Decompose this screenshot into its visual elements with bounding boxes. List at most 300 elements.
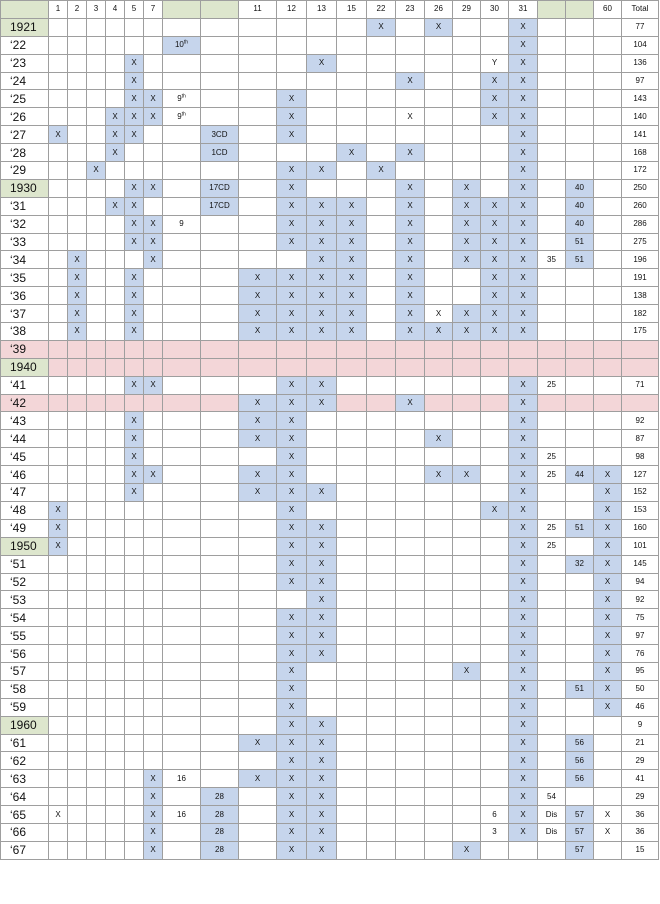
- year-label: ‘45: [1, 448, 49, 466]
- total-value: 15: [622, 841, 659, 859]
- grid-cell: X: [453, 466, 481, 484]
- grid-cell: [106, 72, 125, 90]
- grid-cell: [594, 108, 622, 126]
- grid-cell: [481, 36, 509, 54]
- grid-cell: [566, 18, 594, 36]
- table-row: [1, 162, 659, 180]
- grid-cell: [201, 90, 239, 108]
- grid-cell: X: [277, 788, 307, 806]
- grid-cell: [163, 752, 201, 770]
- year-label: ‘46: [1, 466, 49, 484]
- year-label: ‘35: [1, 269, 49, 287]
- year-label: ‘24: [1, 72, 49, 90]
- grid-cell: X: [509, 770, 538, 788]
- grid-cell: [566, 698, 594, 716]
- grid-cell: 56: [566, 734, 594, 752]
- grid-cell: [106, 519, 125, 537]
- grid-cell: [87, 680, 106, 698]
- grid-cell: X: [509, 519, 538, 537]
- grid-cell: [49, 269, 68, 287]
- grid-cell: [144, 126, 163, 144]
- grid-cell: [307, 126, 337, 144]
- total-value: 275: [622, 233, 659, 251]
- grid-cell: [594, 36, 622, 54]
- grid-cell: [68, 573, 87, 591]
- grid-cell: X: [307, 233, 337, 251]
- grid-cell: [125, 251, 144, 269]
- grid-cell: [201, 591, 239, 609]
- grid-cell: X: [481, 323, 509, 341]
- grid-cell: [594, 215, 622, 233]
- grid-cell: [163, 591, 201, 609]
- total-value: 75: [622, 609, 659, 627]
- grid-cell: X: [277, 609, 307, 627]
- grid-cell: X: [125, 269, 144, 287]
- grid-cell: X: [509, 251, 538, 269]
- grid-cell: [144, 18, 163, 36]
- grid-cell: 44: [566, 466, 594, 484]
- grid-cell: X: [337, 305, 367, 323]
- grid-cell: [106, 430, 125, 448]
- grid-cell: [106, 376, 125, 394]
- grid-cell: [425, 233, 453, 251]
- grid-cell: X: [509, 54, 538, 72]
- grid-cell: X: [49, 806, 68, 824]
- grid-cell: 1CD: [201, 144, 239, 162]
- grid-cell: X: [68, 305, 87, 323]
- grid-cell: [106, 573, 125, 591]
- grid-cell: [163, 823, 201, 841]
- grid-cell: [396, 358, 425, 376]
- grid-cell: [367, 841, 396, 859]
- table-row: [1, 233, 659, 251]
- grid-cell: X: [68, 251, 87, 269]
- grid-cell: [277, 144, 307, 162]
- year-header-cell: [1, 1, 49, 19]
- grid-cell: [425, 72, 453, 90]
- grid-cell: [87, 662, 106, 680]
- grid-cell: X: [594, 627, 622, 645]
- grid-cell: X: [396, 233, 425, 251]
- grid-cell: [538, 394, 566, 412]
- year-label: ‘42: [1, 394, 49, 412]
- grid-cell: [87, 501, 106, 519]
- grid-cell: [201, 501, 239, 519]
- grid-cell: [453, 72, 481, 90]
- year-label: ‘59: [1, 698, 49, 716]
- grid-cell: [239, 144, 277, 162]
- grid-cell: [538, 645, 566, 663]
- grid-cell: [239, 698, 277, 716]
- grid-cell: [144, 394, 163, 412]
- grid-cell: [367, 108, 396, 126]
- grid-cell: [453, 376, 481, 394]
- year-label: ‘29: [1, 162, 49, 180]
- grid-cell: [481, 162, 509, 180]
- grid-cell: [509, 340, 538, 358]
- grid-cell: [396, 18, 425, 36]
- grid-cell: [396, 448, 425, 466]
- grid-cell: [566, 72, 594, 90]
- grid-cell: X: [277, 734, 307, 752]
- grid-cell: [337, 108, 367, 126]
- grid-cell: [125, 788, 144, 806]
- grid-cell: X: [396, 269, 425, 287]
- grid-cell: [367, 340, 396, 358]
- grid-cell: [87, 770, 106, 788]
- grid-cell: [594, 770, 622, 788]
- grid-cell: X: [307, 519, 337, 537]
- column-header: 60: [594, 1, 622, 19]
- grid-cell: 3: [481, 823, 509, 841]
- grid-cell: X: [307, 287, 337, 305]
- grid-cell: X: [239, 412, 277, 430]
- grid-cell: X: [509, 215, 538, 233]
- grid-cell: [106, 752, 125, 770]
- grid-cell: [538, 573, 566, 591]
- grid-cell: [594, 72, 622, 90]
- grid-cell: [87, 573, 106, 591]
- grid-cell: [125, 627, 144, 645]
- grid-cell: [106, 18, 125, 36]
- grid-cell: [201, 412, 239, 430]
- grid-cell: [453, 519, 481, 537]
- grid-cell: [106, 358, 125, 376]
- grid-cell: [481, 573, 509, 591]
- grid-cell: [201, 251, 239, 269]
- grid-cell: [538, 90, 566, 108]
- grid-cell: X: [396, 72, 425, 90]
- grid-cell: [106, 806, 125, 824]
- grid-cell: [594, 162, 622, 180]
- table-row: [1, 770, 659, 788]
- grid-cell: [425, 627, 453, 645]
- grid-cell: X: [594, 519, 622, 537]
- grid-cell: [481, 716, 509, 734]
- grid-cell: X: [125, 197, 144, 215]
- grid-cell: [49, 823, 68, 841]
- total-value: 97: [622, 627, 659, 645]
- grid-cell: X: [277, 90, 307, 108]
- grid-cell: [144, 448, 163, 466]
- grid-cell: [396, 591, 425, 609]
- grid-cell: X: [277, 698, 307, 716]
- grid-cell: [594, 412, 622, 430]
- grid-cell: X: [337, 144, 367, 162]
- grid-cell: [68, 680, 87, 698]
- grid-cell: [239, 662, 277, 680]
- grid-cell: 56: [566, 770, 594, 788]
- grid-cell: [337, 841, 367, 859]
- grid-cell: [337, 680, 367, 698]
- grid-cell: [144, 162, 163, 180]
- grid-cell: [566, 430, 594, 448]
- grid-cell: X: [509, 72, 538, 90]
- grid-cell: [144, 144, 163, 162]
- grid-cell: X: [509, 448, 538, 466]
- grid-cell: X: [307, 251, 337, 269]
- grid-cell: [396, 555, 425, 573]
- grid-cell: [425, 609, 453, 627]
- year-label: ‘26: [1, 108, 49, 126]
- grid-cell: [566, 591, 594, 609]
- grid-cell: [49, 162, 68, 180]
- grid-cell: [201, 466, 239, 484]
- grid-cell: [239, 18, 277, 36]
- grid-cell: [239, 179, 277, 197]
- table-row: [1, 376, 659, 394]
- grid-cell: [106, 162, 125, 180]
- grid-cell: [453, 90, 481, 108]
- grid-cell: [201, 555, 239, 573]
- grid-cell: X: [509, 591, 538, 609]
- grid-cell: X: [396, 215, 425, 233]
- grid-cell: [425, 752, 453, 770]
- grid-cell: [68, 555, 87, 573]
- grid-cell: [125, 806, 144, 824]
- grid-cell: [68, 18, 87, 36]
- total-value: 141: [622, 126, 659, 144]
- grid-cell: X: [337, 215, 367, 233]
- grid-cell: [68, 698, 87, 716]
- grid-cell: [396, 573, 425, 591]
- grid-cell: [594, 430, 622, 448]
- grid-cell: [481, 555, 509, 573]
- grid-cell: [68, 788, 87, 806]
- grid-cell: [538, 412, 566, 430]
- grid-cell: [239, 841, 277, 859]
- grid-cell: [49, 394, 68, 412]
- grid-cell: [106, 698, 125, 716]
- grid-cell: [87, 484, 106, 502]
- total-value: 21: [622, 734, 659, 752]
- grid-cell: [163, 323, 201, 341]
- grid-cell: [87, 591, 106, 609]
- grid-cell: X: [125, 54, 144, 72]
- grid-cell: [125, 340, 144, 358]
- grid-cell: [396, 734, 425, 752]
- grid-cell: [144, 484, 163, 502]
- grid-cell: [367, 72, 396, 90]
- grid-cell: X: [337, 287, 367, 305]
- grid-cell: [453, 54, 481, 72]
- grid-cell: [68, 591, 87, 609]
- grid-cell: X: [239, 394, 277, 412]
- grid-cell: [425, 108, 453, 126]
- grid-cell: X: [453, 215, 481, 233]
- grid-cell: [481, 841, 509, 859]
- grid-cell: [337, 770, 367, 788]
- grid-cell: X: [277, 645, 307, 663]
- grid-cell: [538, 108, 566, 126]
- column-header: 5: [125, 1, 144, 19]
- grid-cell: 28: [201, 823, 239, 841]
- grid-cell: [201, 537, 239, 555]
- grid-cell: [87, 627, 106, 645]
- grid-cell: [201, 287, 239, 305]
- grid-cell: [594, 305, 622, 323]
- grid-cell: [481, 752, 509, 770]
- grid-cell: [396, 36, 425, 54]
- total-value: 191: [622, 269, 659, 287]
- grid-cell: X: [239, 466, 277, 484]
- grid-cell: [239, 162, 277, 180]
- grid-cell: 51: [566, 519, 594, 537]
- grid-cell: [396, 537, 425, 555]
- grid-cell: [106, 179, 125, 197]
- year-label: ‘67: [1, 841, 49, 859]
- grid-cell: [396, 841, 425, 859]
- grid-cell: [163, 126, 201, 144]
- cell-value: 9: [177, 93, 182, 103]
- grid-cell: [453, 144, 481, 162]
- grid-cell: [87, 72, 106, 90]
- grid-cell: [425, 537, 453, 555]
- grid-cell: [538, 233, 566, 251]
- grid-cell: [453, 752, 481, 770]
- grid-cell: [425, 716, 453, 734]
- grid-cell: [337, 448, 367, 466]
- grid-cell: X: [277, 179, 307, 197]
- grid-cell: [277, 54, 307, 72]
- grid-cell: X: [125, 215, 144, 233]
- grid-cell: 25: [538, 376, 566, 394]
- grid-cell: [367, 126, 396, 144]
- grid-cell: [367, 519, 396, 537]
- grid-cell: [49, 179, 68, 197]
- grid-cell: X: [307, 770, 337, 788]
- grid-cell: [239, 519, 277, 537]
- grid-cell: [396, 823, 425, 841]
- grid-cell: X: [277, 108, 307, 126]
- grid-cell: [68, 162, 87, 180]
- grid-cell: [566, 394, 594, 412]
- grid-cell: [106, 788, 125, 806]
- grid-cell: [396, 698, 425, 716]
- grid-cell: [396, 609, 425, 627]
- grid-cell: [367, 770, 396, 788]
- total-value: 182: [622, 305, 659, 323]
- grid-cell: [594, 394, 622, 412]
- grid-cell: [367, 555, 396, 573]
- grid-cell: X: [453, 251, 481, 269]
- grid-cell: [453, 358, 481, 376]
- grid-cell: [453, 627, 481, 645]
- column-header: 2: [68, 1, 87, 19]
- grid-cell: X: [594, 591, 622, 609]
- grid-cell: [163, 609, 201, 627]
- grid-cell: [239, 215, 277, 233]
- grid-cell: [481, 430, 509, 448]
- grid-cell: [163, 466, 201, 484]
- grid-cell: [538, 841, 566, 859]
- column-header: 11: [239, 1, 277, 19]
- grid-cell: X: [509, 36, 538, 54]
- grid-cell: [481, 412, 509, 430]
- year-label: ‘22: [1, 36, 49, 54]
- grid-cell: X: [277, 412, 307, 430]
- grid-cell: X: [307, 716, 337, 734]
- grid-cell: X: [277, 376, 307, 394]
- year-label: 1921: [1, 18, 49, 36]
- grid-cell: [594, 376, 622, 394]
- grid-cell: [425, 662, 453, 680]
- grid-cell: [425, 412, 453, 430]
- grid-cell: [594, 54, 622, 72]
- column-header: 15: [337, 1, 367, 19]
- total-value: 92: [622, 412, 659, 430]
- total-value: 260: [622, 197, 659, 215]
- grid-cell: X: [594, 645, 622, 663]
- grid-cell: [144, 573, 163, 591]
- year-label: ‘51: [1, 555, 49, 573]
- grid-cell: [307, 466, 337, 484]
- total-value: 145: [622, 555, 659, 573]
- grid-cell: [163, 680, 201, 698]
- grid-cell: X: [337, 323, 367, 341]
- grid-cell: X: [481, 197, 509, 215]
- table-row: [1, 823, 659, 841]
- grid-cell: [396, 716, 425, 734]
- grid-cell: [87, 358, 106, 376]
- grid-cell: [367, 591, 396, 609]
- grid-cell: [163, 36, 201, 54]
- grid-cell: [538, 197, 566, 215]
- grid-cell: [163, 412, 201, 430]
- grid-cell: X: [425, 323, 453, 341]
- grid-cell: [425, 251, 453, 269]
- grid-cell: [337, 823, 367, 841]
- grid-cell: [566, 376, 594, 394]
- table-row: [1, 609, 659, 627]
- table-row: [1, 555, 659, 573]
- grid-cell: [163, 269, 201, 287]
- grid-cell: [396, 627, 425, 645]
- grid-cell: [201, 54, 239, 72]
- grid-cell: [87, 519, 106, 537]
- grid-cell: [425, 215, 453, 233]
- grid-cell: [106, 269, 125, 287]
- grid-cell: [453, 484, 481, 502]
- grid-cell: [125, 841, 144, 859]
- year-label: ‘33: [1, 233, 49, 251]
- grid-cell: X: [49, 126, 68, 144]
- grid-cell: [453, 18, 481, 36]
- grid-cell: [594, 197, 622, 215]
- table-row: [1, 144, 659, 162]
- table-row: [1, 18, 659, 36]
- grid-cell: [538, 358, 566, 376]
- total-value: 140: [622, 108, 659, 126]
- total-value: 94: [622, 573, 659, 591]
- grid-cell: Y: [481, 54, 509, 72]
- grid-cell: [367, 752, 396, 770]
- grid-cell: [144, 698, 163, 716]
- grid-cell: [106, 287, 125, 305]
- grid-cell: X: [509, 645, 538, 663]
- year-label: ‘37: [1, 305, 49, 323]
- grid-cell: X: [239, 484, 277, 502]
- grid-cell: [594, 179, 622, 197]
- total-value: 101: [622, 537, 659, 555]
- year-label: ‘49: [1, 519, 49, 537]
- grid-cell: X: [425, 430, 453, 448]
- table-row: [1, 537, 659, 555]
- grid-cell: [239, 54, 277, 72]
- grid-cell: [594, 251, 622, 269]
- grid-cell: [307, 36, 337, 54]
- grid-cell: [594, 752, 622, 770]
